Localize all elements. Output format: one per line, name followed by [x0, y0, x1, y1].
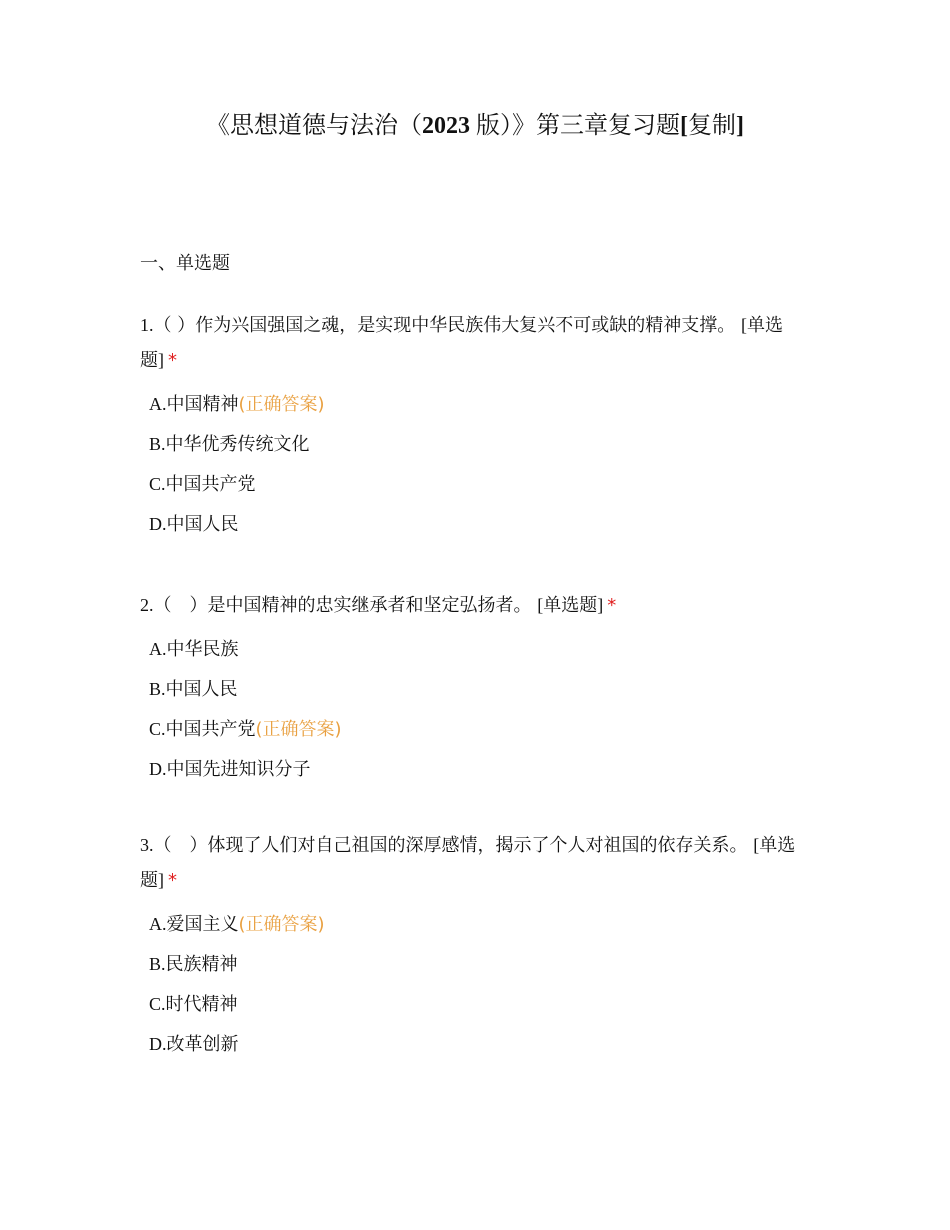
question-stem — [140, 828, 810, 898]
question-type-tag: [单选题] — [537, 595, 604, 615]
title-year: 2023 — [422, 113, 470, 139]
title-bracket-close: ] — [736, 113, 744, 139]
option-a — [149, 384, 810, 424]
option-letter: D. — [149, 1034, 167, 1054]
required-mark: * — [168, 870, 177, 891]
option-list — [140, 384, 810, 544]
question-type-tag: [单选题] — [140, 315, 783, 370]
option-c — [149, 709, 810, 749]
correct-answer-tag: (正确答案) — [238, 394, 325, 415]
option-text: 民族精神 — [165, 954, 238, 975]
option-a — [149, 629, 810, 669]
correct-answer-tag: (正确答案) — [255, 719, 342, 740]
option-text: 中国共产党 — [165, 474, 256, 495]
option-a — [149, 904, 810, 944]
option-letter: C. — [149, 994, 166, 1014]
option-text: 中国人民 — [166, 514, 239, 535]
option-letter: D. — [149, 759, 167, 779]
option-b — [149, 669, 810, 709]
option-letter: A. — [149, 394, 167, 414]
option-text: 中国先进知识分子 — [166, 759, 311, 780]
question-number: 1. — [140, 315, 154, 335]
option-text: 改革创新 — [166, 1034, 239, 1055]
option-letter: B. — [149, 954, 166, 974]
option-c — [149, 984, 810, 1024]
option-text: 爱国主义 — [166, 914, 239, 935]
question-type-tag: [单选题] — [140, 835, 796, 890]
option-d — [149, 749, 810, 789]
option-c — [149, 464, 810, 504]
option-text: 中国共产党 — [165, 719, 256, 740]
option-letter: C. — [149, 474, 166, 494]
option-list — [140, 629, 810, 789]
option-b — [149, 944, 810, 984]
question-number: 2. — [140, 595, 154, 615]
question-3 — [140, 828, 810, 1064]
option-letter: A. — [149, 914, 167, 934]
option-letter: A. — [149, 639, 167, 659]
question-text: （ ）是中国精神的忠实继承者和坚定弘扬者。 — [153, 595, 532, 616]
question-text: （ ）体现了人们对自己祖国的深厚感情，揭示了个人对祖国的依存关系。 — [153, 835, 748, 856]
title-middle: 版）》第三章复习题 — [470, 113, 680, 139]
question-text: （ ）作为兴国强国之魂，是实现中华民族伟大复兴不可或缺的精神支撑。 — [153, 315, 736, 336]
title-bracket-open: [ — [680, 113, 688, 139]
correct-answer-tag: (正确答案) — [238, 914, 325, 935]
required-mark: * — [168, 350, 177, 371]
option-letter: B. — [149, 679, 166, 699]
question-number: 3. — [140, 835, 154, 855]
question-1 — [140, 308, 810, 544]
option-text: 中华优秀传统文化 — [165, 434, 310, 455]
option-text: 中华民族 — [166, 639, 239, 660]
question-2 — [140, 588, 810, 789]
title-copy-tag: 复制 — [688, 113, 736, 139]
option-d — [149, 504, 810, 544]
option-b — [149, 424, 810, 464]
section-heading: 一、单选题 — [140, 253, 230, 274]
question-stem — [140, 588, 810, 623]
option-list — [140, 904, 810, 1064]
title-prefix: 《思想道德与法治（ — [206, 113, 422, 139]
option-text: 中国人民 — [165, 679, 238, 700]
option-text: 时代精神 — [165, 994, 238, 1015]
option-letter: D. — [149, 514, 167, 534]
option-d — [149, 1024, 810, 1064]
option-letter: B. — [149, 434, 166, 454]
option-text: 中国精神 — [166, 394, 239, 415]
question-stem — [140, 308, 810, 378]
option-letter: C. — [149, 719, 166, 739]
required-mark: * — [607, 595, 617, 616]
document-title — [0, 108, 950, 144]
